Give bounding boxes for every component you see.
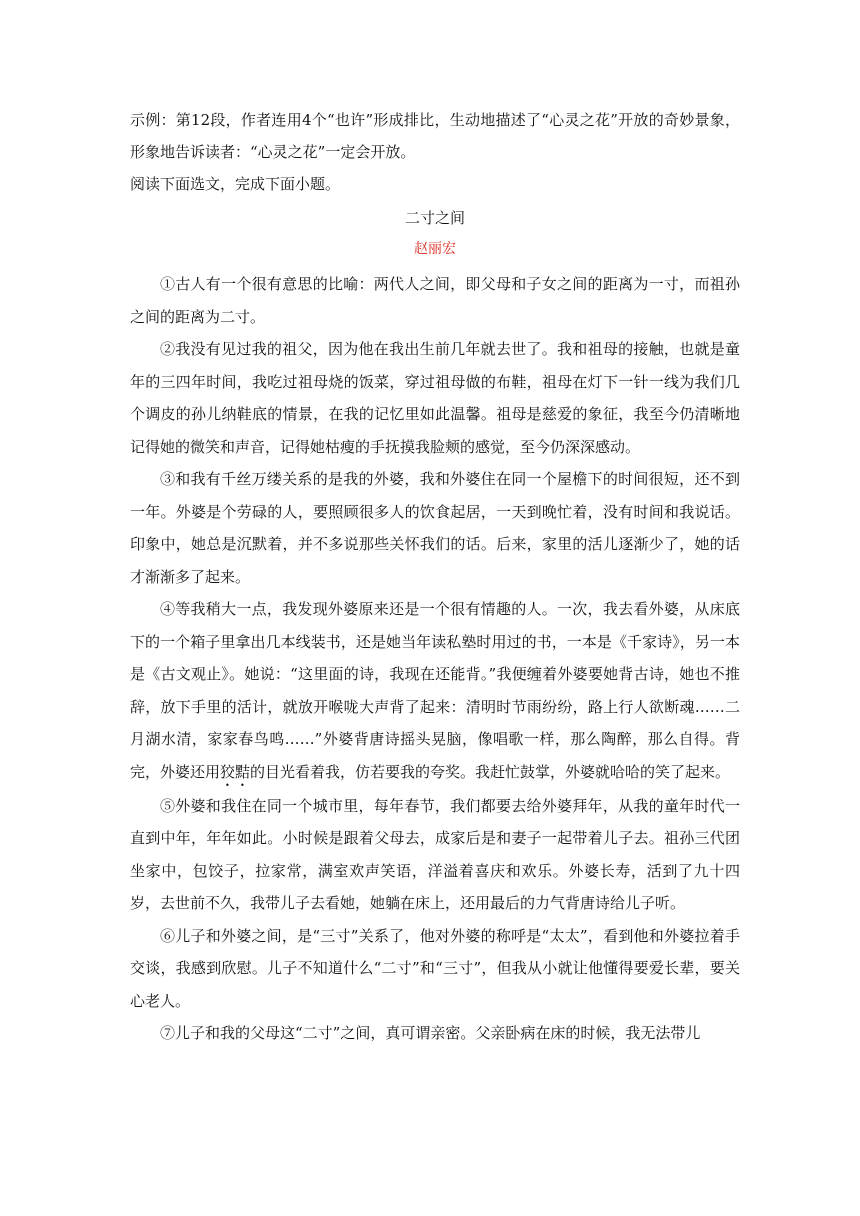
paragraph-2: ②我没有见过我的祖父，因为他在我出生前几年就去世了。我和祖母的接触，也就是童年的三四年时间，我吃过祖母烧的饭菜，穿过祖母做的布鞋，祖母在灯下一针一线为我们几个调皮的孙儿纳鞋底的情景，在我的记忆里如此温馨。祖母是慈爱的象征，我至今仍清晰地记得她的微笑和声音，记得她枯瘦的手抚摸我脸颊的感觉，至今仍深深感动。 — [130, 340, 740, 456]
article-author: 赵丽宏 — [414, 241, 456, 257]
paragraph-3: ③和我有千丝万缕关系的是我的外婆，我和外婆住在同一个屋檐下的时间很短，还不到一年。外婆是个劳碌的人，要照顾很多人的饮食起居，一天到晚忙着，没有时间和我说话。印象中，她总是沉默着，并不多说那些关怀我们的话。后来，家里的活儿逐渐少了，她的话才渐渐多了起来。 — [130, 470, 740, 586]
reading-instruction: 阅读下面选文，完成下面小题。 — [130, 175, 341, 193]
article-title: 二寸之间 — [404, 209, 465, 227]
document-page — [130, 104, 740, 1050]
paragraph-6: ⑥儿子和外婆之间，是“三寸”关系了，他对外婆的称呼是“太太”，看到他和外婆拉着手交谈，我感到欣慰。儿子不知道什么“二寸”和“三寸”，但我从小就让他懂得要爱长辈，要关心老人。 — [130, 926, 740, 1010]
paragraph-1: ①古人有一个很有意思的比喻：两代人之间，即父母和子女之间的距离为一寸，而祖孙之间的距离为二寸。 — [130, 275, 740, 326]
paragraph-4 — [130, 593, 740, 790]
paragraph-7: ⑦儿子和我的父母这“二寸”之间，真可谓亲密。父亲卧病在床的时候，我无法带儿 — [160, 1024, 701, 1042]
paragraph-4-tail: 的目光看着我，仿若要我的夸奖。我赶忙鼓掌，外婆就哈哈的笑了起来。 — [250, 762, 731, 781]
emphasized-word: 狡黠 — [220, 762, 251, 781]
paragraph-5: ⑤外婆和我住在同一个城市里，每年春节，我们都要去给外婆拜年，从我的童年时代一直到中年，年年如此。小时候是跟着父母去，成家后是和妻子一起带着儿子去。祖孙三代团坐家中，包饺子，拉家常，满室欢声笑语，洋溢着喜庆和欢乐。外婆长寿，活到了九十四岁，去世前不久，我带儿子去看她，她躺在床上，还用最后的力气背唐诗给儿子听。 — [130, 796, 740, 912]
paragraph-4-main: ④等我稍大一点，我发现外婆原来还是一个很有情趣的人。一次，我去看外婆，从床底下的一个箱子里拿出几本线装书，还是她当年读私塾时用过的书，一本是《千家诗》，另一本是《古文观止》。她说：“这里面的诗，我现在还能背。”我便缠着外婆要她背古诗，她也不推辞，放下手里的活计，就放开喉咙大声背了起来：清明时节雨纷纷，路上行人欲断魂……二月湖水清，家家春鸟鸣……”外婆背唐诗摇头晃脑，像唱歌一样，那么陶醉，那么自得。背完，外婆还用 — [130, 600, 740, 781]
example-answer: 示例：第12段，作者连用4个“也许”形成排比，生动地描述了“心灵之花”开放的奇妙景象，形象地告诉读者：“心灵之花”一定会开放。 — [130, 111, 740, 161]
